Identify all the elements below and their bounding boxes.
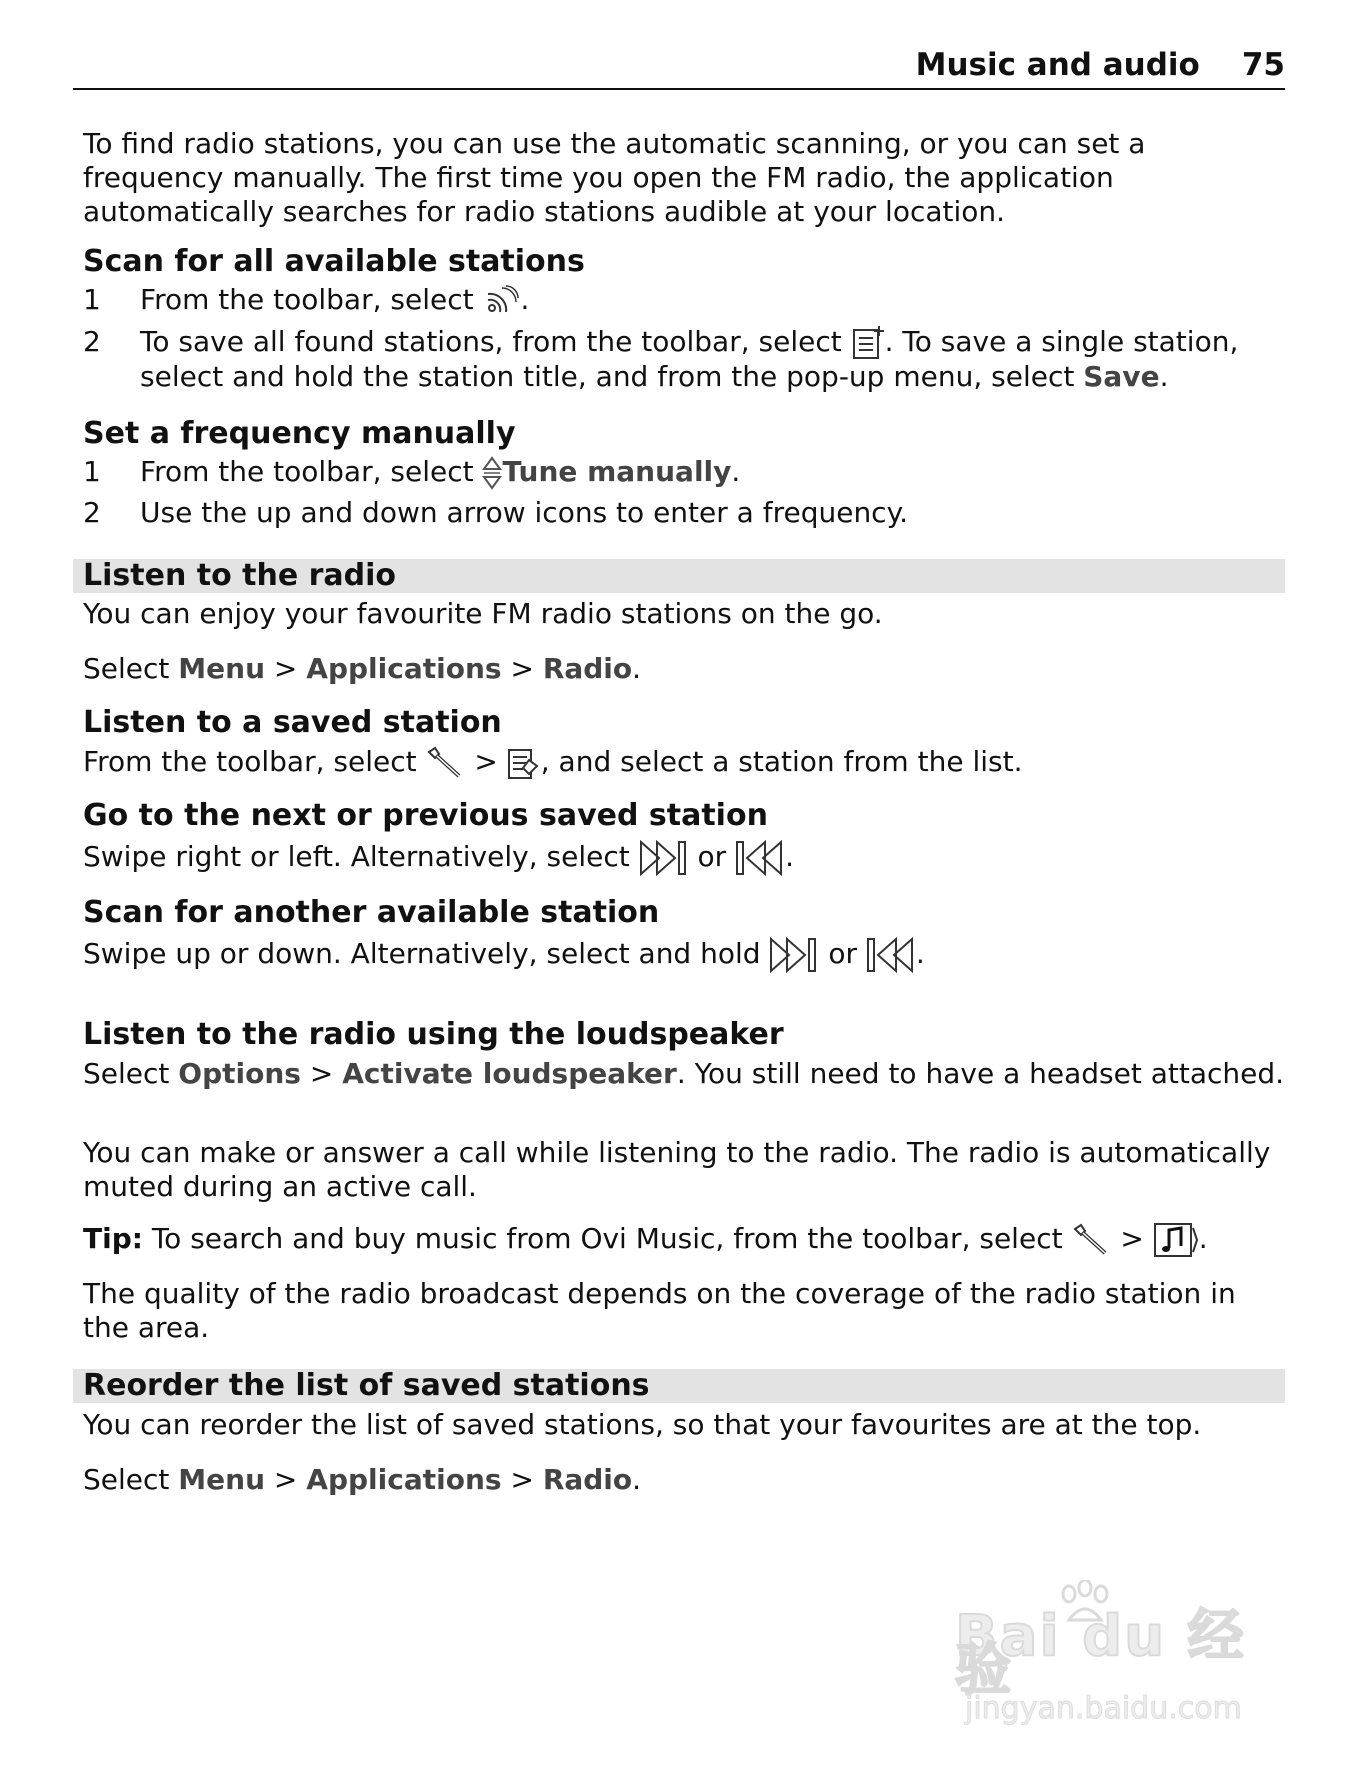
reorder-menu-path: Select Menu > Applications > Radio. (83, 1463, 642, 1496)
reorder-intro: You can reorder the list of saved stations, so that your favourites are at the top. (83, 1408, 1202, 1441)
heading-saved-station: Listen to a saved station (83, 705, 502, 740)
ui-applications: Applications (306, 652, 502, 685)
save-list-icon (851, 326, 885, 360)
step-number: 1 (83, 283, 101, 316)
section-bar-listen: Listen to the radio (73, 559, 1285, 593)
heading-scan-all: Scan for all available stations (83, 244, 585, 279)
step-text: Use the up and down arrow icons to enter a frequency. (140, 496, 909, 529)
ui-radio: Radio (542, 1463, 633, 1496)
manual-page: Music and audio 75 To find radio stations, you can use the automatic scanning, or you can set a frequency manually. The first time you open the FM radio, the application automatically searches for radio stations audible at your location. Scan for all available stations 1 From the toolbar, select . 2 To save all found stations, from the toolbar, select . To save a single station, select and hold the station title, and from the pop-up menu, select Save. Set a frequency manually 1 From the toolbar, select Tune manually. 2 Use the up and down arrow icons to enter a frequency. Listen to the radio You can enjoy your favourite FM radio stations on the go. Select Menu > Applications > Radio. Listen to a saved station From the toolbar, select > , and select a station from the list. Go to the next or previous saved station Swipe right or left. Alternatively, select or . Scan for another available station Swipe up or down. Alternatively, select and hold or . Listen to the radio using the loudspeaker Select Options > Activate loudspeaker. You still need to have a headset attached. You can make or answer a call while listening to the radio. The radio is automatically muted during an active call. Tip: To search and buy music from Ovi Music, from the toolbar, select > . The quality of the radio broadcast depends on the coverage of the radio station in the area. Reorder the list of saved stations You can reorder the list of saved stations, so that your favourites are at the top. Select Menu > Applications > Radio. Bai du 经验 jingyan.baidu.com (0, 0, 1360, 1792)
baidu-watermark (955, 1580, 1275, 1740)
next-previous-text: Swipe right or left. Alternatively, select or . (83, 840, 1285, 876)
ui-menu: Menu (178, 1463, 266, 1496)
previous-icon (866, 937, 916, 973)
step-number: 2 (83, 496, 101, 529)
ui-radio: Radio (542, 652, 633, 685)
music-icon (1153, 1222, 1199, 1258)
step-text: To save all found stations, from the toolbar, select (140, 325, 851, 358)
watermark-logo: Bai du 经验 (955, 1604, 1246, 1703)
heading-set-frequency: Set a frequency manually (83, 416, 516, 451)
wrench-icon (425, 746, 465, 780)
ui-options: Options (178, 1057, 301, 1090)
heading-loudspeaker: Listen to the radio using the loudspeaker (83, 1017, 784, 1052)
listen-intro: You can enjoy your favourite FM radio stations on the go. (83, 597, 883, 630)
section-title: Music and audio (915, 47, 1200, 83)
page-header (73, 46, 1285, 90)
call-note: You can make or answer a call while listening to the radio. The radio is automatically muted during an active call. (83, 1136, 1271, 1203)
station-list-icon (507, 746, 541, 780)
previous-icon (735, 840, 785, 876)
watermark-url: jingyan.baidu.com (965, 1691, 1242, 1726)
step-number: 1 (83, 455, 101, 488)
listen-menu-path: Select Menu > Applications > Radio. (83, 652, 642, 685)
step-text: From the toolbar, select (140, 283, 483, 316)
step-text: From the toolbar, select (140, 455, 483, 488)
ui-activate-loudspeaker: Activate loudspeaker (342, 1057, 677, 1090)
ui-applications: Applications (306, 1463, 502, 1496)
loudspeaker-text: Select Options > Activate loudspeaker. You still need to have a headset attached. (83, 1057, 1285, 1090)
section-bar-reorder: Reorder the list of saved stations (73, 1369, 1285, 1403)
step-number: 2 (83, 325, 101, 358)
tip-label: Tip: (83, 1222, 143, 1255)
wrench-icon (1071, 1223, 1111, 1257)
next-icon (769, 937, 819, 973)
scan-icon (482, 284, 520, 318)
ui-save: Save (1083, 360, 1160, 393)
heading-next-previous: Go to the next or previous saved station (83, 798, 768, 833)
paw-icon (1055, 1580, 1115, 1624)
tune-arrows-icon (482, 455, 502, 491)
next-icon (639, 840, 689, 876)
page-number: 75 (1241, 47, 1285, 83)
intro-paragraph: To find radio stations, you can use the automatic scanning, or you can set a frequency manually. The first time you open the FM radio, the application automatically searches for radio stations audible at your location. (83, 127, 1146, 228)
quality-note: The quality of the radio broadcast depends on the coverage of the radio station in the area. (83, 1277, 1236, 1344)
scan-another-text: Swipe up or down. Alternatively, select and hold or . (83, 937, 1285, 973)
saved-station-text: From the toolbar, select > , and select a station from the list. (83, 745, 1023, 778)
tip-paragraph: Tip: To search and buy music from Ovi Music, from the toolbar, select > . (83, 1222, 1285, 1258)
heading-scan-another: Scan for another available station (83, 895, 660, 930)
ui-menu: Menu (178, 652, 266, 685)
ui-tune-manually: Tune manually (502, 455, 732, 488)
